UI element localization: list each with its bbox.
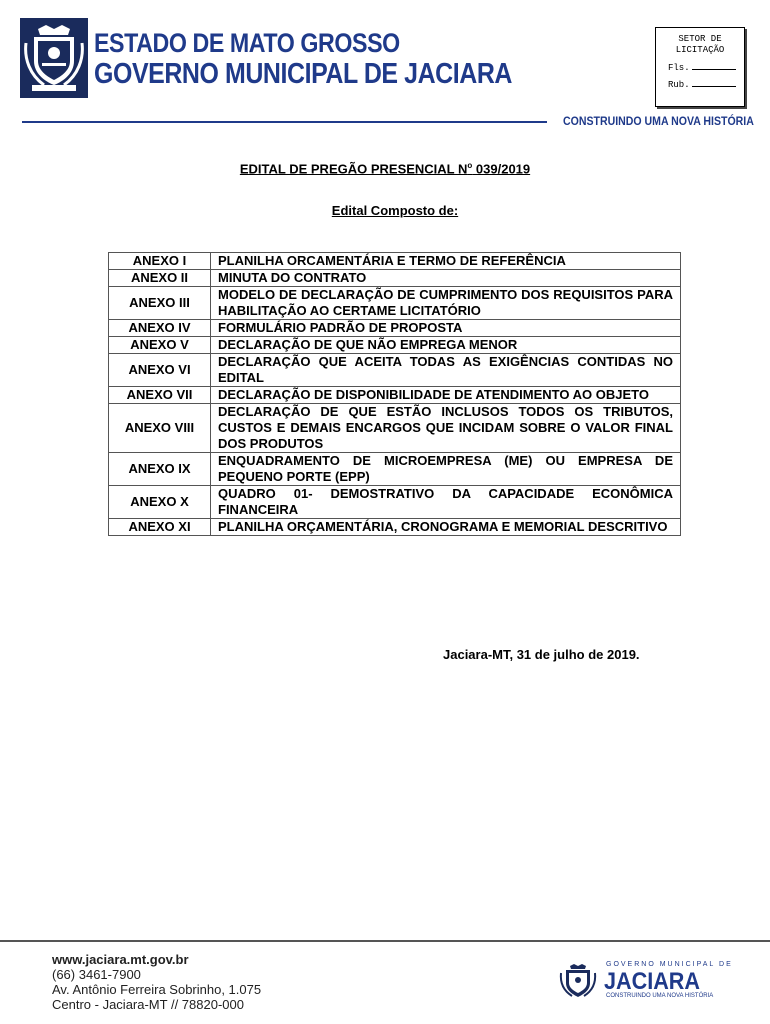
annex-number: ANEXO IX	[109, 453, 211, 486]
document-subtitle: Edital Composto de:	[331, 203, 459, 218]
annex-description: DECLARAÇÃO DE QUE ESTÃO INCLUSOS TODOS OS TRIBUTOS, CUSTOS E DEMAIS ENCARGOS QUE INCIDAM SOBRE O VALOR FINAL DOS PRODUTOS	[211, 404, 681, 453]
header-divider	[22, 121, 547, 123]
annex-description: MINUTA DO CONTRATO	[211, 270, 681, 287]
bidding-sector-stamp	[655, 27, 745, 107]
footer-logo-government: GOVERNO MUNICIPAL DE	[606, 961, 733, 968]
footer-crest-icon	[558, 963, 598, 999]
annex-description: FORMULÁRIO PADRÃO DE PROPOSTA	[211, 320, 681, 337]
table-row	[109, 337, 681, 354]
footer-divider	[0, 940, 770, 942]
annex-description: MODELO DE DECLARAÇÃO DE CUMPRIMENTO DOS REQUISITOS PARA HABILITAÇÃO AO CERTAME LICITATÓRIO	[211, 287, 681, 320]
header-government-name: GOVERNO MUNICIPAL DE JACIARA	[94, 58, 512, 90]
table-row	[109, 404, 681, 453]
annex-description: DECLARAÇÃO QUE ACEITA TODAS AS EXIGÊNCIAS CONTIDAS NO EDITAL	[211, 354, 681, 387]
rub-label: Rub.	[668, 80, 690, 90]
footer-logo-name: JACIARA	[604, 968, 701, 995]
annex-number: ANEXO VII	[109, 387, 211, 404]
annex-number: ANEXO VIII	[109, 404, 211, 453]
stamp-rub-field	[668, 80, 744, 90]
table-row	[109, 519, 681, 536]
footer-address-line2: Centro - Jaciara-MT // 78820-000	[52, 997, 244, 1012]
table-row	[109, 486, 681, 519]
annex-number: ANEXO III	[109, 287, 211, 320]
annex-description: DECLARAÇÃO DE QUE NÃO EMPREGA MENOR	[211, 337, 681, 354]
footer-contact-block	[52, 952, 261, 1012]
document-title	[0, 161, 770, 176]
annex-description: DECLARAÇÃO DE DISPONIBILIDADE DE ATENDIMENTO AO OBJETO	[211, 387, 681, 404]
stamp-title: SETOR DE LICITAÇÃO	[675, 34, 725, 55]
document-date: Jaciara-MT, 31 de julho de 2019.	[443, 647, 640, 662]
annex-description: PLANILHA ORCAMENTÁRIA E TERMO DE REFERÊNCIA	[211, 253, 681, 270]
municipal-coat-of-arms	[20, 18, 88, 98]
annex-number: ANEXO XI	[109, 519, 211, 536]
title-text: EDITAL DE PREGÃO PRESENCIAL N	[239, 161, 468, 177]
title-superscript: o	[467, 161, 473, 170]
annex-number: ANEXO IV	[109, 320, 211, 337]
header-slogan: CONSTRUINDO UMA NOVA HISTÓRIA	[563, 114, 754, 128]
footer-logo	[558, 960, 743, 1002]
fls-label: Fls.	[668, 63, 690, 73]
annex-number: ANEXO X	[109, 486, 211, 519]
annex-number: ANEXO VI	[109, 354, 211, 387]
footer-phone: (66) 3461-7900	[52, 967, 141, 982]
stamp-fls-field	[668, 63, 744, 73]
table-row	[109, 354, 681, 387]
table-row	[109, 387, 681, 404]
annex-description: ENQUADRAMENTO DE MICROEMPRESA (ME) OU EMPRESA DE PEQUENO PORTE (EPP)	[211, 453, 681, 486]
table-row	[109, 253, 681, 270]
annex-number: ANEXO II	[109, 270, 211, 287]
title-number: 039/2019	[472, 161, 531, 177]
header-state-name: ESTADO DE MATO GROSSO	[94, 28, 400, 58]
table-row	[109, 287, 681, 320]
table-row	[109, 270, 681, 287]
annex-description: QUADRO 01- DEMOSTRATIVO DA CAPACIDADE ECONÔMICA FINANCEIRA	[211, 486, 681, 519]
table-row	[109, 453, 681, 486]
annex-description: PLANILHA ORÇAMENTÁRIA, CRONOGRAMA E MEMORIAL DESCRITIVO	[211, 519, 681, 536]
footer-website-link[interactable]: www.jaciara.mt.gov.br	[52, 952, 189, 967]
annex-number: ANEXO I	[109, 253, 211, 270]
annex-table	[108, 252, 681, 536]
footer-logo-tagline: CONSTRUINDO UMA NOVA HISTÓRIA	[606, 993, 714, 999]
annex-number: ANEXO V	[109, 337, 211, 354]
table-row	[109, 320, 681, 337]
footer-address-line1: Av. Antônio Ferreira Sobrinho, 1.075	[52, 982, 262, 997]
coat-of-arms-icon	[24, 23, 84, 93]
